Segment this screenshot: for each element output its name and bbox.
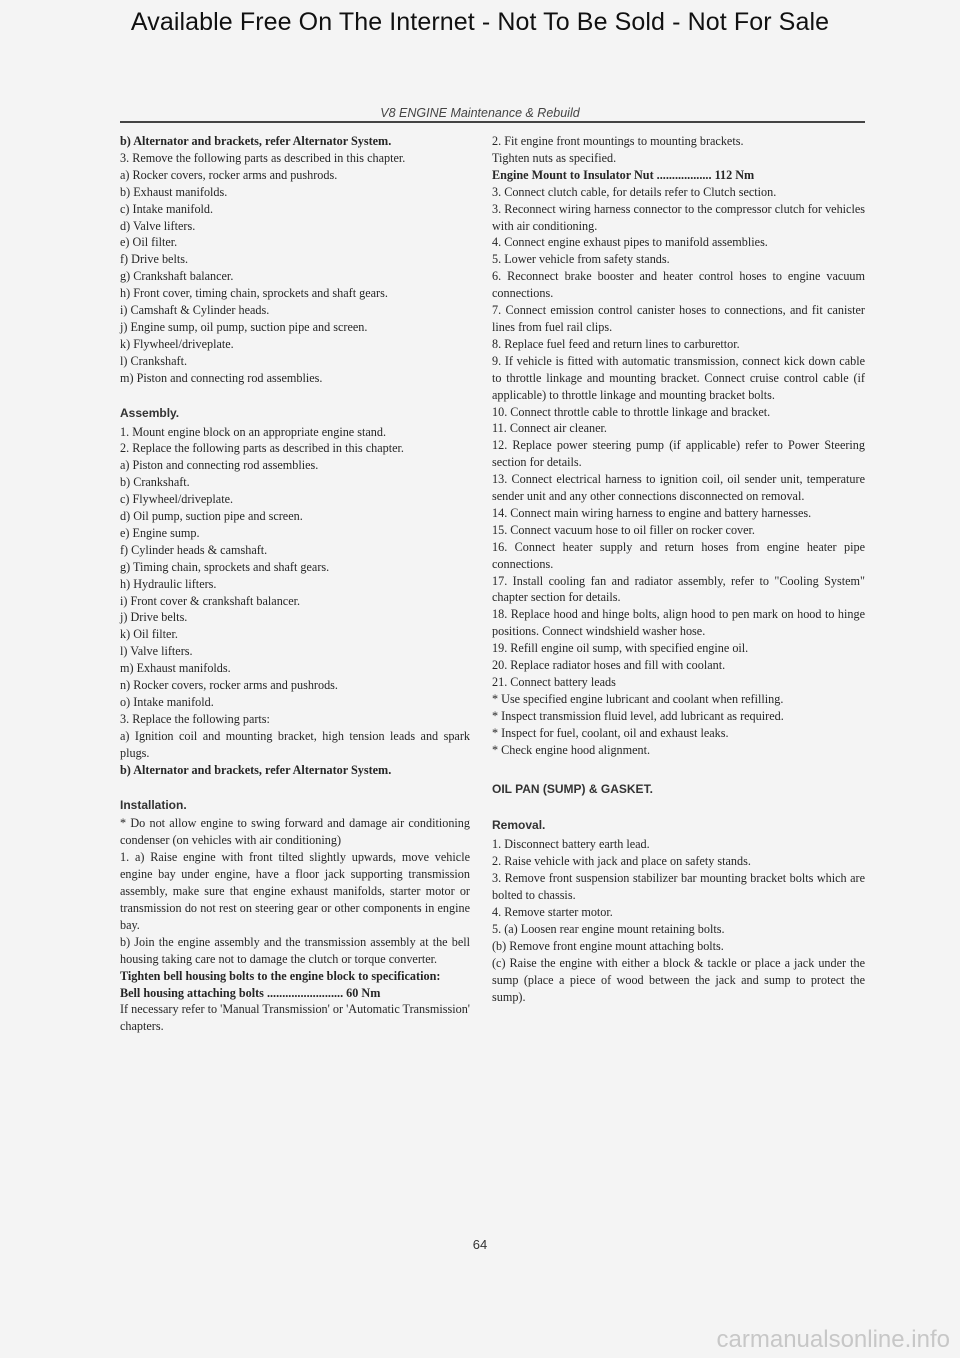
list-item: 11. Connect air cleaner. xyxy=(492,421,607,436)
list-item: a) Ignition coil and mounting bracket, high tension leads and spark plugs. xyxy=(120,728,470,760)
list-item: j) Engine sump, oil pump, suction pipe and screen. xyxy=(120,319,368,334)
list-item: 12. Replace power steering pump (if applicable) refer to Power Steering section for details. xyxy=(492,438,865,470)
list-item: 3. Reconnect wiring harness connector to the compressor clutch for vehicles with air conditioning. xyxy=(492,201,865,233)
list-item: a) Piston and connecting rod assemblies. xyxy=(120,458,319,473)
list-item: 13. Connect electrical harness to ignition coil, oil sender unit, temperature sender unit and any other connections disconnected on removal. xyxy=(492,472,865,504)
list-item: 3. Remove the following parts as described in this chapter. xyxy=(120,150,406,165)
removal-heading: Removal. xyxy=(492,818,546,833)
list-item: 3. Remove front suspension stabilizer bar mounting bracket bolts which are bolted to chassis. xyxy=(492,871,865,903)
list-item: o) Intake manifold. xyxy=(120,695,214,709)
list-item: 7. Connect emission control canister hoses to connections, and fit canister lines from fuel rail clips. xyxy=(492,303,865,334)
assembly-list xyxy=(120,424,470,779)
torque-spec: Engine Mount to Insulator Nut .................. 112 Nm xyxy=(492,167,755,182)
list-item: 18. Replace hood and hinge bolts, align hood to pen mark on hood to hinge positions. Connect windshield washer hose. xyxy=(492,607,865,639)
header-rule xyxy=(120,121,865,123)
list-item: d) Oil pump, suction pipe and screen. xyxy=(120,509,303,524)
list-item: h) Hydraulic lifters. xyxy=(120,576,217,591)
list-item: * Inspect transmission fluid level, add lubricant as required. xyxy=(492,708,784,723)
list-item: m) Piston and connecting rod assemblies. xyxy=(120,370,323,385)
list-item: j) Drive belts. xyxy=(120,610,188,625)
list-item: b) Exhaust manifolds. xyxy=(120,184,228,199)
list-item: 1. Disconnect battery earth lead. xyxy=(492,837,650,852)
list-item: n) Rocker covers, rocker arms and pushrods. xyxy=(120,678,338,693)
list-item: l) Crankshaft. xyxy=(120,353,188,368)
list-item: l) Valve lifters. xyxy=(120,644,193,659)
list-item: 15. Connect vacuum hose to oil filler on rocker cover. xyxy=(492,522,755,537)
assembly-heading: Assembly. xyxy=(120,405,180,420)
right-column xyxy=(492,133,865,1005)
list-item: 4. Remove starter motor. xyxy=(492,904,613,919)
list-item: Tighten nuts as specified. xyxy=(492,150,617,165)
list-item: 10. Connect throttle cable to throttle linkage and bracket. xyxy=(492,404,771,419)
list-item: f) Drive belts. xyxy=(120,252,189,267)
list-item: g) Timing chain, sprockets and shaft gears. xyxy=(120,559,330,574)
list-item: 5. (a) Loosen rear engine mount retaining bolts. xyxy=(492,921,725,936)
list-item: 6. Reconnect brake booster and heater control hoses to engine vacuum connections. xyxy=(492,269,865,301)
list-item: b) Alternator and brackets, refer Alternator System. xyxy=(120,762,392,777)
list-item: 21. Connect battery leads xyxy=(492,675,616,689)
list-item: Tighten bell housing bolts to the engine block to specification: xyxy=(120,968,441,983)
list-item: e) Oil filter. xyxy=(120,235,178,250)
list-item: 19. Refill engine oil sump, with specified engine oil. xyxy=(492,641,749,656)
list-item: k) Oil filter. xyxy=(120,627,178,642)
list-item: 4. Connect engine exhaust pipes to manifold assemblies. xyxy=(492,235,768,250)
list-item: 20. Replace radiator hoses and fill with coolant. xyxy=(492,658,726,673)
page-number: 64 xyxy=(472,1237,488,1252)
list-item: g) Crankshaft balancer. xyxy=(120,269,234,284)
list-item: 17. Install cooling fan and radiator assembly, refer to "Cooling System" chapter section for details. xyxy=(492,573,865,605)
list-item: (b) Remove front engine mount attaching bolts. xyxy=(492,938,724,953)
removal-list xyxy=(492,836,865,1005)
left-column xyxy=(120,133,470,1035)
watermark-banner: Available Free On The Internet - Not To Be Sold - Not For Sale xyxy=(130,8,830,36)
list-item: d) Valve lifters. xyxy=(120,218,196,233)
list-item: c) Intake manifold. xyxy=(120,201,214,216)
installation-continued xyxy=(492,133,865,759)
list-item: m) Exhaust manifolds. xyxy=(120,661,231,676)
list-item: i) Camshaft & Cylinder heads. xyxy=(120,303,270,318)
installation-heading: Installation. xyxy=(120,797,187,812)
list-item: * Inspect for fuel, coolant, oil and exhaust leaks. xyxy=(492,725,729,740)
list-item: 2. Fit engine front mountings to mounting brackets. xyxy=(492,134,744,148)
list-item: 8. Replace fuel feed and return lines to carburettor. xyxy=(492,336,740,351)
oil-pan-heading: OIL PAN (SUMP) & GASKET. xyxy=(492,781,653,796)
list-item: 16. Connect heater supply and return hoses from engine heater pipe connections. xyxy=(492,539,865,571)
list-item: * Check engine hood alignment. xyxy=(492,742,651,757)
list-item: i) Front cover & crankshaft balancer. xyxy=(120,593,301,608)
list-item: 14. Connect main wiring harness to engine and battery harnesses. xyxy=(492,505,812,520)
list-item: c) Flywheel/driveplate. xyxy=(120,492,234,507)
list-item: b) Alternator and brackets, refer Alternator System. xyxy=(120,134,392,148)
list-item: 1. a) Raise engine with front tilted slightly upwards, move vehicle engine bay under engine, have a floor jack supporting transmission assembly, make sure that engine exhaust manifolds, starter motor or transmission do not rest on steering gear or other components in engine bay. xyxy=(120,850,470,932)
list-item: If necessary refer to 'Manual Transmission' or 'Automatic Transmission' chapters. xyxy=(120,1002,470,1034)
list-item: h) Front cover, timing chain, sprockets and shaft gears. xyxy=(120,286,388,301)
footer-watermark: carmanualsonline.info xyxy=(716,1326,950,1353)
list-item: 3. Connect clutch cable, for details refer to Clutch section. xyxy=(492,184,777,199)
list-item: 1. Mount engine block on an appropriate engine stand. xyxy=(120,424,387,439)
list-item: 5. Lower vehicle from safety stands. xyxy=(492,252,670,267)
list-item: e) Engine sump. xyxy=(120,525,200,540)
list-item: 9. If vehicle is fitted with automatic transmission, connect kick down cable to throttle linkage and mounting bracket. Connect cruise control cable (if applicable) to throttle linkage and mounting bracket bolts. xyxy=(492,353,865,402)
list-item: (c) Raise the engine with either a block & tackle or place a jack under the sump (place a piece of wood between the jack and sump to protect the sump). xyxy=(492,955,865,1004)
removal-continued xyxy=(120,133,470,387)
list-item: k) Flywheel/driveplate. xyxy=(120,336,234,351)
list-item: f) Cylinder heads & camshaft. xyxy=(120,542,268,557)
installation-list xyxy=(120,815,470,1035)
list-item: * Do not allow engine to swing forward and damage air conditioning condenser (on vehicles with air conditioning) xyxy=(120,816,470,848)
list-item: b) Crankshaft. xyxy=(120,475,190,490)
list-item: a) Rocker covers, rocker arms and pushrods. xyxy=(120,167,338,182)
list-item: 2. Raise vehicle with jack and place on safety stands. xyxy=(492,854,751,869)
running-head: V8 ENGINE Maintenance & Rebuild xyxy=(380,106,580,120)
list-item: * Use specified engine lubricant and coolant when refilling. xyxy=(492,691,784,706)
list-item: 3. Replace the following parts: xyxy=(120,711,270,726)
list-item: b) Join the engine assembly and the transmission assembly at the bell housing taking care not to damage the clutch or torque converter. xyxy=(120,934,470,966)
list-item: 2. Replace the following parts as described in this chapter. xyxy=(120,441,404,456)
torque-spec: Bell housing attaching bolts ......................... 60 Nm xyxy=(120,985,381,1000)
